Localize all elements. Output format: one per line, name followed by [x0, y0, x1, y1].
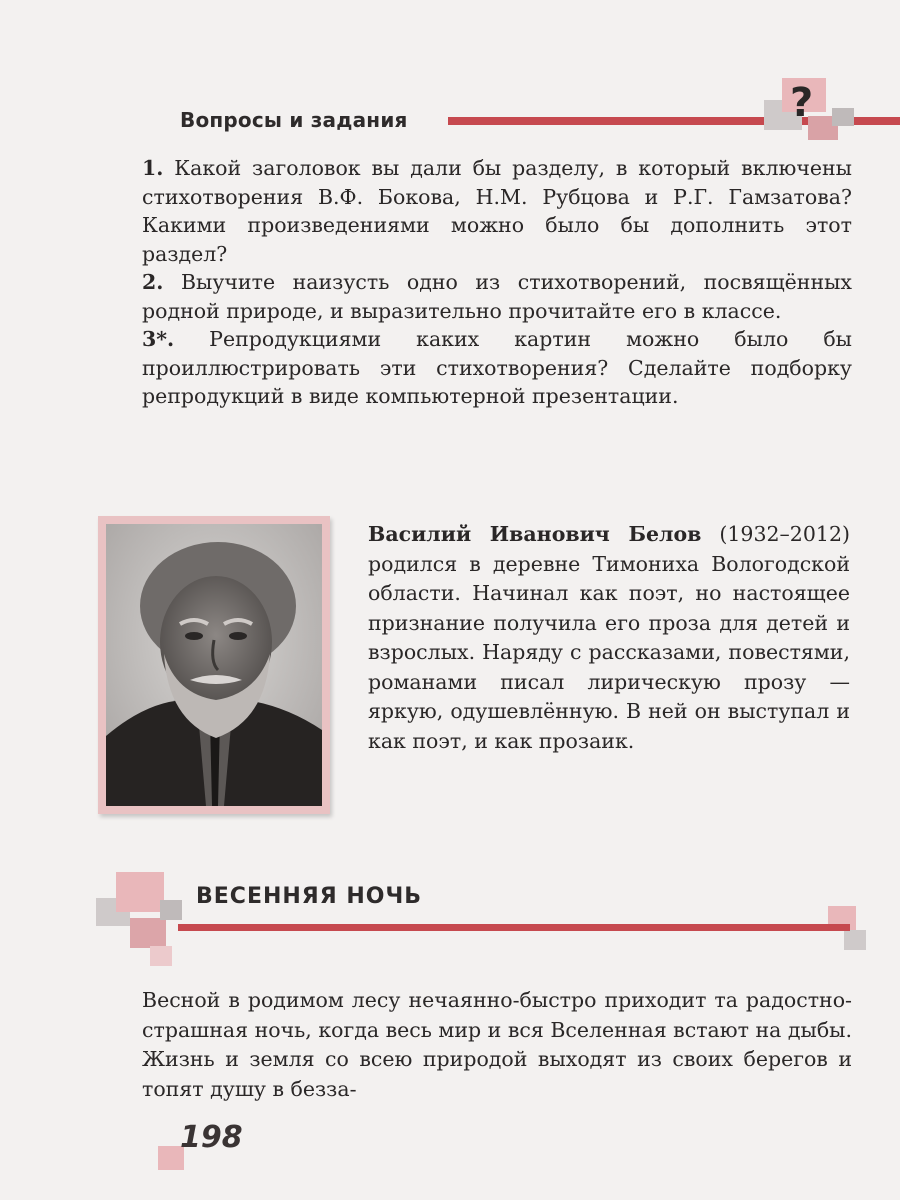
- question-item: [142, 325, 852, 411]
- chapter-body-text: Весной в родимом лесу нечаянно-быстро приходит та радостно-страшная ночь, когда весь мир и вся Вселенная встают на дыбы. Жизнь и земля со всею природой выходят из своих берегов и топят душу в безза-: [142, 988, 852, 1101]
- questions-list: [142, 154, 852, 411]
- question-number: 1.: [142, 156, 164, 180]
- portrait-frame: [98, 516, 330, 814]
- question-mark-icon: ?: [790, 80, 814, 126]
- author-bio: [368, 520, 850, 756]
- question-text: Выучите наизусть одно из стихотворений, посвящённых родной природе, и выразительно прочитайте его в классе.: [142, 270, 852, 323]
- question-number: 3*.: [142, 327, 175, 351]
- questions-header: [180, 80, 850, 140]
- author-portrait: [106, 524, 322, 806]
- page-number: 198: [180, 1120, 243, 1155]
- question-item: [142, 268, 852, 325]
- questions-title: Вопросы и задания: [180, 108, 408, 132]
- question-text: Какой заголовок вы дали бы разделу, в который включены стихотворения В.Ф. Бокова, Н.М. Рубцова и Р.Г. Гамзатова? Какими произведениями можно было бы дополнить этот раздел?: [142, 156, 852, 266]
- question-text: Репродукциями каких картин можно было бы проиллюстрировать эти стихотворения? Сделайте подборку репродукций в виде компьютерной презентации.: [142, 327, 852, 408]
- chapter-rule: [178, 924, 850, 931]
- question-number: 2.: [142, 270, 164, 294]
- question-item: [142, 154, 852, 268]
- author-name: Василий Иванович Белов: [368, 522, 702, 546]
- author-bio-text: (1932–2012) родился в деревне Тимониха Вологодской области. Начинал как поэт, но настоящее признание получила его проза для детей и взрослых. Наряду с рассказами, повестями, романами писал лирическую прозу — яркую, одушевлённую. В ней он выступал и как поэт, и как прозаик.: [368, 522, 850, 753]
- chapter-title: ВЕСЕННЯЯ НОЧЬ: [196, 884, 422, 909]
